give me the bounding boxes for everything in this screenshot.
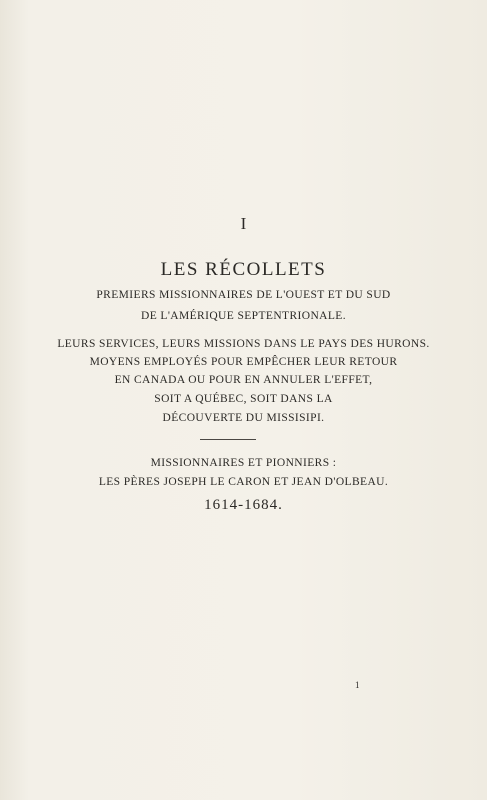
summary-line-3: EN CANADA OU POUR EN ANNULER L'EFFET, bbox=[114, 374, 373, 386]
chapter-numeral: I bbox=[240, 214, 247, 233]
summary-line-5: DÉCOUVERTE DU MISSISIPI. bbox=[162, 412, 325, 424]
missionaries-heading: MISSIONNAIRES ET PIONNIERS : bbox=[150, 457, 337, 469]
missionaries-names: LES PÈRES JOSEPH LE CARON ET JEAN D'OLBEAU. bbox=[98, 476, 389, 488]
section-divider bbox=[200, 439, 256, 440]
subtitle-line-1: PREMIERS MISSIONNAIRES DE L'OUEST ET DU SUD bbox=[96, 289, 391, 301]
summary-line-4: SOIT A QUÉBEC, SOIT DANS LA bbox=[154, 393, 333, 405]
date-range: 1614-1684. bbox=[204, 497, 283, 513]
summary-line-1: LEURS SERVICES, LEURS MISSIONS DANS LE PAYS DES HURONS. bbox=[57, 338, 430, 350]
signature-mark: 1 bbox=[355, 680, 360, 690]
summary-line-2: MOYENS EMPLOYÉS POUR EMPÊCHER LEUR RETOUR bbox=[89, 356, 398, 368]
chapter-title: LES RÉCOLLETS bbox=[160, 259, 327, 280]
subtitle-line-2: DE L'AMÉRIQUE SEPTENTRIONALE. bbox=[141, 310, 346, 322]
